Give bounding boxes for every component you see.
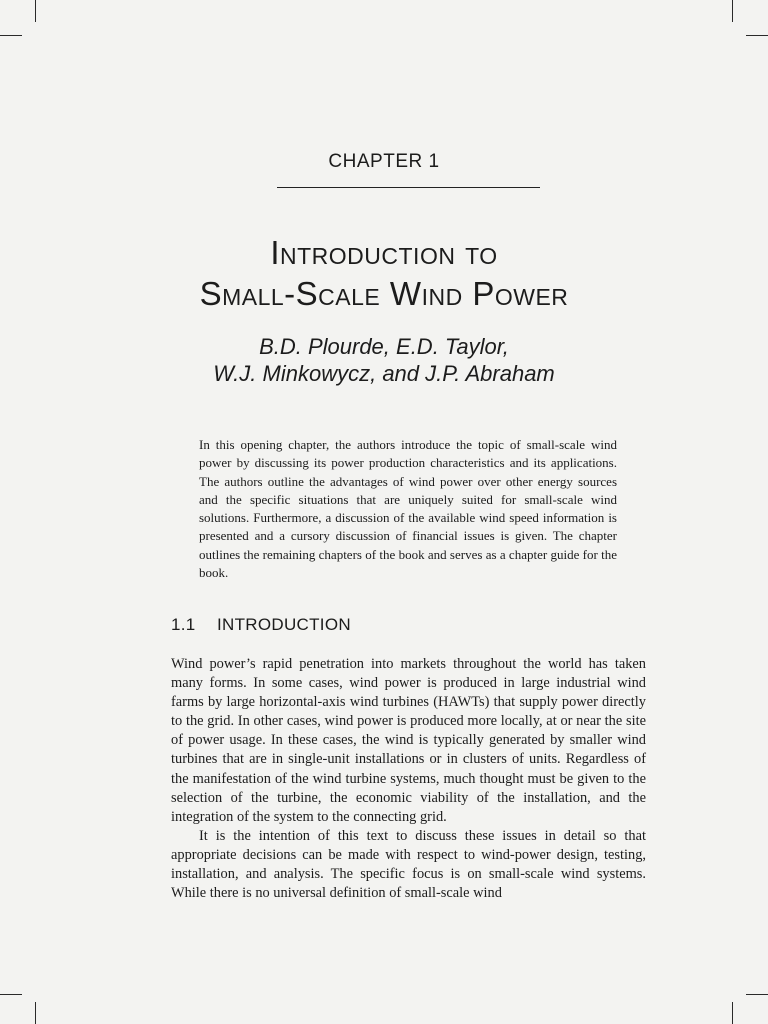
body-paragraph: Wind power’s rapid penetration into markets throughout the world has taken many forms. In some cases, wind power is produced in large industrial wind farms by large horizontal-axis wind turbines (HAWTs) that supply power directly to the grid. In other cases, wind power is produced more locally, at or near the site of power usage. In these cases, the wind is typically generated by smaller wind turbines that are in single-unit installations or in clusters of units. Regardless of the manifestation of the wind turbine systems, much thought must be given to the selection of the turbine, the economic viability of the installation, and the integration of the system to the connecting grid. <box>171 656 646 825</box>
crop-mark-top-right <box>732 0 733 22</box>
crop-mark-bottom-left <box>35 1002 36 1024</box>
crop-mark-bottom-right-horizontal <box>746 994 768 995</box>
section-title: INTRODUCTION <box>217 615 351 634</box>
chapter-title-line-2: Small-Scale Wind Power <box>199 275 569 312</box>
crop-mark-bottom-left-horizontal <box>0 994 22 995</box>
crop-mark-bottom-right <box>732 1002 733 1024</box>
chapter-divider <box>277 187 540 188</box>
crop-mark-top-right-horizontal <box>746 35 768 36</box>
section-heading <box>171 615 351 635</box>
crop-mark-top-left <box>35 0 36 22</box>
chapter-title <box>0 232 768 314</box>
body-paragraph: It is the intention of this text to discuss these issues in detail so that appropriate decisions can be made with respect to wind-power design, testing, installation, and analysis. The specific focus is on small-scale wind systems. While there is no universal definition of small-scale wind <box>171 827 646 902</box>
crop-mark-top-left-horizontal <box>0 35 22 36</box>
chapter-abstract: In this opening chapter, the authors introduce the topic of small-scale wind power by discussing its power production characteristics and its applications. The authors outline the advantages of wind power over other energy sources and the specific situations that are uniquely suited for small-scale wind solutions. Furthermore, a discussion of the available wind speed information is presented and a cursory discussion of financial issues is given. The chapter outlines the remaining chapters of the book and serves as a chapter guide for the book. <box>199 437 617 581</box>
section-number: 1.1 <box>171 615 196 634</box>
chapter-title-line-1: Introduction to <box>270 234 498 271</box>
author-list <box>0 333 768 387</box>
authors-line-2: W.J. Minkowycz, and J.P. Abraham <box>213 361 555 386</box>
authors-line-1: B.D. Plourde, E.D. Taylor, <box>259 334 509 359</box>
chapter-label: CHAPTER 1 <box>328 151 440 172</box>
body-text <box>171 655 646 903</box>
